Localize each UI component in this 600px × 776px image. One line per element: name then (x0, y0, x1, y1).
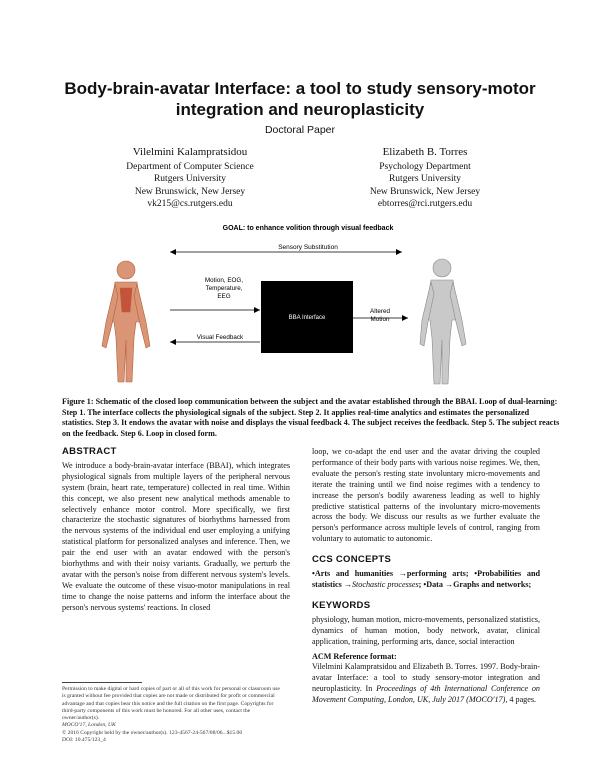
author-2 (315, 146, 535, 211)
author-dept: Psychology Department (379, 161, 471, 172)
figure-box-label: BBA Interface (288, 315, 326, 321)
footnote (62, 686, 282, 744)
author-loc: New Brunswick, New Jersey (369, 186, 481, 197)
author-univ: Rutgers University (153, 174, 227, 184)
ccs-text: •Arts and humanities →performing arts; •Probabilities and statistics →Stochastic processes; •Data →Graphs and networks; (312, 569, 540, 589)
paper-subtitle: Doctoral Paper (264, 124, 336, 136)
author-name: Vilelmini Kalampratsidou (132, 146, 248, 158)
footnote-doi: DOI: 10.475/123_4 (62, 737, 106, 744)
abstract-heading: ABSTRACT (62, 446, 117, 457)
keywords-text: physiology, human motion, micro-movements, personalized statistics, dynamics of human motion, body network, avatar, clinical application, training, performing arts, dance, social interaction (312, 614, 540, 646)
acm-heading: ACM Reference format: (312, 651, 397, 661)
figure-inputs-label: Motion, EOG, Temperature, EEG (204, 277, 244, 300)
author-dept: Department of Computer Science (126, 161, 254, 172)
left-column (62, 447, 290, 614)
footnote-permission: Permission to make digital or hard copies of part or all of this work for personal or classroom use is granted without fee provided that copies are not made or distributed for profit or commercial advantage and that copies bear this notice and the full citation on the first page. Copyrights for third-party components of this work must be honored. For all other uses, contact the owner/author(s). (62, 686, 280, 722)
author-name: Elizabeth B. Torres (382, 146, 468, 158)
abstract-text: We introduce a body-brain-avatar interface (BBAI), which integrates physiological signals from multiple layers of the peripheral nervous system (brain, heart rate, temperature) collected in real time. Within this concept, we also present new analytical methods amenable to selectively enhance motor control. More specifically, we first characterize the stochastic signatures of biorhythms harnessed from the nervous systems of the individual end user employing a unifying statistical platform for personalized analyses and inference. Then, we pair the end user with an avatar endowed with the person's biorhythms and with their noisy variants. Gradually, we perturb the avatar with the person's noise from different nervous system's levels. We evaluate the outcome of these visuo-motor manipulations in real time to change the noise patterns and inform the interface about the person's nervous systems' reactions. In closed (62, 460, 290, 612)
figure-caption: Figure 1: Schematic of the closed loop communication between the subject and the avatar established through the BBAI. Loop of dual-learning: Step 1. The interface collects the physiological signals of the subject. Step 2. It applies real-time analytics and estimates the personalized statistics. Step 3. It endows the avatar with noise and displays the visual feedback 4. The subject receives the feedback. Step 5. The subject reacts on the feedback. Step 6. Loop in closed form. (62, 397, 560, 438)
figure-sensory-label: Sensory Substitution (278, 244, 338, 251)
human-body-figure (102, 261, 150, 382)
right-column (312, 447, 540, 706)
avatar-figure (420, 259, 466, 384)
figure-visual-label: Visual Feedback (196, 334, 244, 341)
keywords-heading: KEYWORDS (312, 599, 371, 611)
footnote-rule (62, 682, 142, 683)
figure-goal: GOAL: to enhance volition through visual feedback (222, 225, 394, 232)
paper-title: Body-brain-avatar Interface: a tool to study sensory-motor integration and neuroplasticity (64, 79, 536, 119)
ccs-heading: CCS CONCEPTS (312, 554, 392, 566)
author-1 (80, 146, 300, 211)
acm-reference: Vilelmini Kalampratsidou and Elizabeth B. Torres. 1997. Body-brain-avatar Interface: a tool to study sensory-motor integration and neuroplasticity. In Proceedings of 4th International Conference on Movement Computing, London, UK, July 2017 (MOCO'17), 4 pages. (312, 662, 540, 705)
author-email: vk215@cs.rutgers.edu (147, 199, 233, 209)
figure-altered-label: Altered Motion (370, 308, 390, 323)
footnote-copyright: © 2016 Copyright held by the owner/author(s). 123-4567-24-567/08/06...$15.00 (62, 729, 243, 736)
author-univ: Rutgers University (388, 174, 462, 184)
figure-1 (70, 222, 540, 390)
footnote-conf: MOCO'17, London, UK (62, 722, 116, 729)
author-email: ebtorres@rci.rutgers.edu (377, 199, 473, 209)
abstract-continued: loop, we co-adapt the end user and the avatar driving the coupled performance of their body parts with various noise regimes. We, then, evaluate the person's resting state involuntary micro-movements and iterate the training until we find noise regimes with a tendency to increase the person's bodily awareness leading as well to highly predictive statistical patterns of the involuntary micro-movements across the body. We discuss our results as we further evaluate the person's performance across multiple levels of control, ranging from voluntary to automatic to autonomic. (312, 447, 540, 544)
author-loc: New Brunswick, New Jersey (134, 186, 246, 197)
